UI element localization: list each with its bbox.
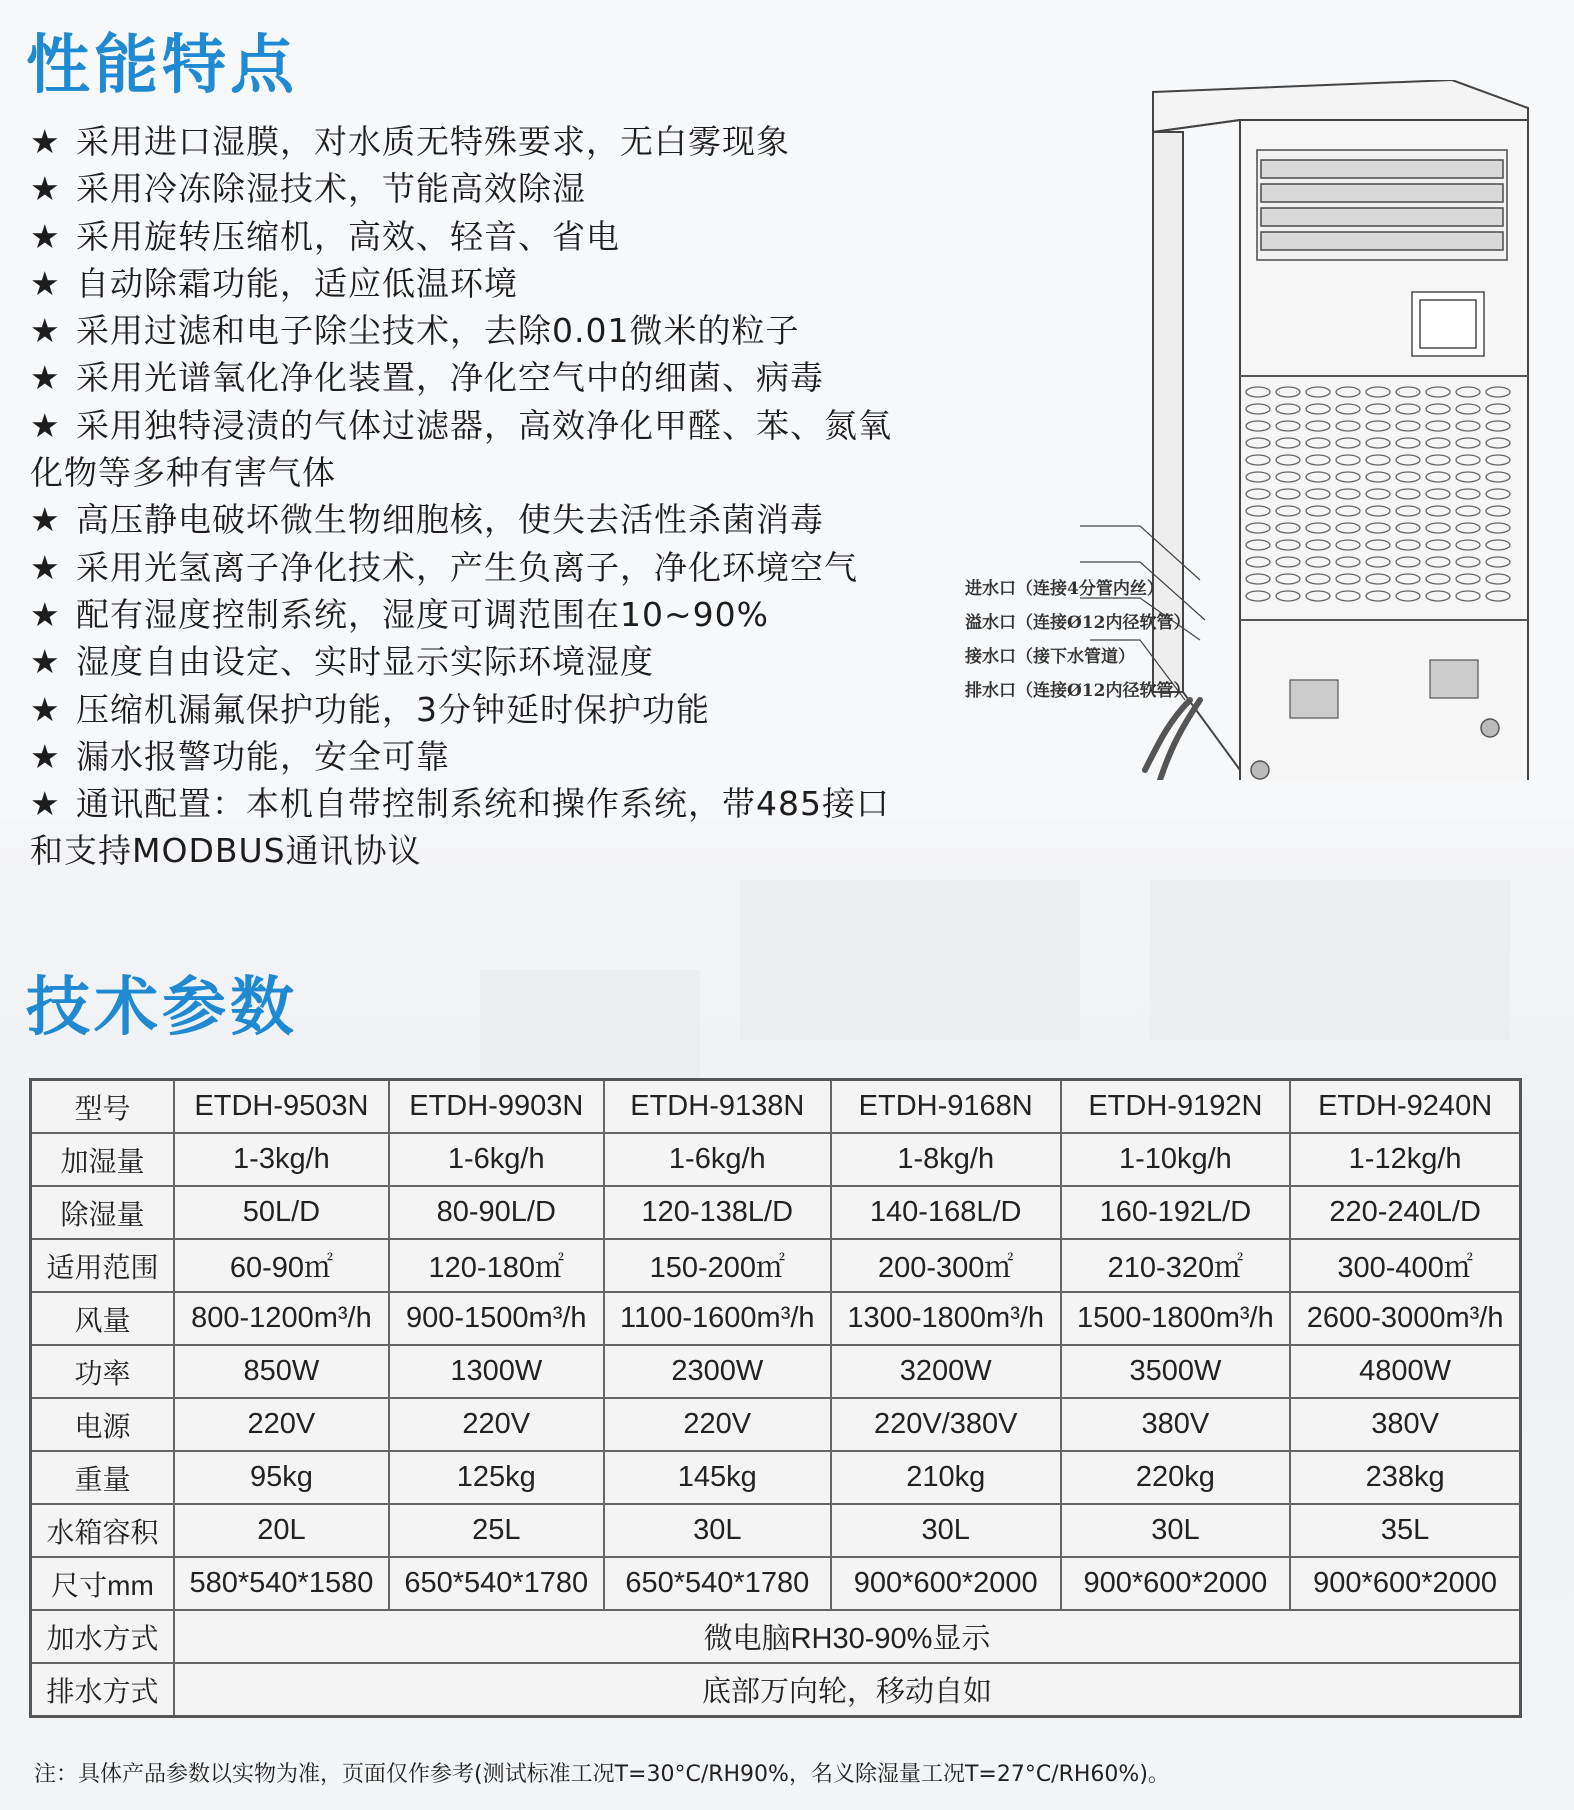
star-icon: ★	[30, 216, 61, 256]
table-cell: 1-6kg/h	[389, 1133, 604, 1186]
star-icon: ★	[30, 736, 61, 776]
table-cell: 电源	[31, 1398, 175, 1451]
feature-item: ★ 采用独特浸渍的气体过滤器，高效净化甲醛、苯、氮氧	[30, 402, 960, 449]
table-cell: 125kg	[389, 1451, 604, 1504]
feature-item: ★ 湿度自由设定、实时显示实际环境湿度	[30, 638, 960, 685]
table-cell: 排水方式	[31, 1663, 175, 1717]
table-cell: 1100-1600m³/h	[604, 1292, 831, 1345]
table-cell: 220V/380V	[831, 1398, 1061, 1451]
star-icon: ★	[30, 358, 61, 398]
table-cell: 20L	[174, 1504, 389, 1557]
feature-item: ★ 配有湿度控制系统，湿度可调范围在10~90%	[30, 591, 960, 638]
table-cell: 3500W	[1061, 1345, 1291, 1398]
feature-item: ★ 采用光谱氧化净化装置，净化空气中的细菌、病毒	[30, 354, 960, 401]
table-cell: 25L	[389, 1504, 604, 1557]
table-row	[31, 1292, 1521, 1345]
overflow-callout: 溢水口（连接Ø12内径软管）	[965, 613, 1191, 633]
star-icon: ★	[30, 405, 61, 445]
table-cell: 900*600*2000	[1061, 1557, 1291, 1610]
table-cell: 30L	[1061, 1504, 1291, 1557]
table-cell: 型号	[31, 1080, 175, 1134]
table-cell: 适用范围	[31, 1239, 175, 1292]
star-icon: ★	[30, 500, 61, 540]
star-icon: ★	[30, 263, 61, 303]
table-cell: 120-138L/D	[604, 1186, 831, 1239]
feature-item: ★ 高压静电破坏微生物细胞核，使失去活性杀菌消毒	[30, 496, 960, 543]
table-cell: 900-1500m³/h	[389, 1292, 604, 1345]
inlet-callout: 进水口（连接4分管内丝）	[965, 579, 1164, 599]
table-cell: 580*540*1580	[174, 1557, 389, 1610]
table-cell: 650*540*1780	[604, 1557, 831, 1610]
feature-item: ★ 采用过滤和电子除尘技术，去除0.01微米的粒子	[30, 307, 960, 354]
table-cell: ETDH-9192N	[1061, 1080, 1291, 1134]
table-cell: 2600-3000m³/h	[1290, 1292, 1520, 1345]
table-row-merged	[31, 1663, 1521, 1717]
table-cell: 238kg	[1290, 1451, 1520, 1504]
table-cell: 3200W	[831, 1345, 1061, 1398]
star-icon: ★	[30, 122, 61, 161]
table-cell: 1300W	[389, 1345, 604, 1398]
table-cell: 120-180㎡	[389, 1239, 604, 1292]
table-cell: 功率	[31, 1345, 175, 1398]
table-cell: 50L/D	[174, 1186, 389, 1239]
table-cell: ETDH-9903N	[389, 1080, 604, 1134]
table-cell: 140-168L/D	[831, 1186, 1061, 1239]
table-cell: 210-320㎡	[1061, 1239, 1291, 1292]
table-cell: 800-1200m³/h	[174, 1292, 389, 1345]
footnote: 注：具体产品参数以实物为准，页面仅作参考(测试标准工况T=30°C/RH90%，名义除湿量工况T=27°C/RH60%)。	[34, 1762, 1170, 1787]
star-icon: ★	[30, 169, 61, 209]
table-cell: 1-3kg/h	[174, 1133, 389, 1186]
drain-connect-callout: 接水口（接下水管道）	[965, 647, 1135, 667]
table-cell: 160-192L/D	[1061, 1186, 1291, 1239]
table-cell: 2300W	[604, 1345, 831, 1398]
table-cell: 微电脑RH30-90%显示	[174, 1610, 1521, 1663]
table-cell: 除湿量	[31, 1186, 175, 1239]
table-cell: 1500-1800m³/h	[1061, 1292, 1291, 1345]
star-icon: ★	[30, 689, 61, 729]
table-cell: 900*600*2000	[1290, 1557, 1520, 1610]
table-cell: 300-400㎡	[1290, 1239, 1520, 1292]
table-cell: 60-90㎡	[174, 1239, 389, 1292]
star-icon: ★	[30, 547, 61, 587]
table-cell: 30L	[604, 1504, 831, 1557]
table-cell: 水箱容积	[31, 1504, 175, 1557]
table-cell: 220-240L/D	[1290, 1186, 1520, 1239]
feature-item: ★ 采用旋转压缩机，高效、轻音、省电	[30, 213, 960, 260]
table-cell: 尺寸mm	[31, 1557, 175, 1610]
table-cell: 1-12kg/h	[1290, 1133, 1520, 1186]
table-cell: 风量	[31, 1292, 175, 1345]
table-cell: 加湿量	[31, 1133, 175, 1186]
feature-list	[30, 118, 960, 875]
table-row-merged	[31, 1610, 1521, 1663]
table-row	[31, 1504, 1521, 1557]
table-cell: 210kg	[831, 1451, 1061, 1504]
callout-labels	[965, 572, 1190, 708]
table-cell: 900*600*2000	[831, 1557, 1061, 1610]
feature-item: ★ 压缩机漏氟保护功能，3分钟延时保护功能	[30, 686, 960, 733]
star-icon: ★	[30, 594, 61, 634]
feature-item: ★ 漏水报警功能，安全可靠	[30, 733, 960, 780]
table-cell: 145kg	[604, 1451, 831, 1504]
table-cell: 1300-1800m³/h	[831, 1292, 1061, 1345]
table-cell: 850W	[174, 1345, 389, 1398]
table-header-row	[31, 1080, 1521, 1134]
table-row	[31, 1133, 1521, 1186]
table-cell: 220kg	[1061, 1451, 1291, 1504]
table-cell: 1-6kg/h	[604, 1133, 831, 1186]
table-cell: 650*540*1780	[389, 1557, 604, 1610]
table-row	[31, 1186, 1521, 1239]
params-title: 技术参数	[26, 971, 298, 1045]
table-cell: 150-200㎡	[604, 1239, 831, 1292]
table-cell: 35L	[1290, 1504, 1520, 1557]
spec-table	[29, 1078, 1522, 1718]
table-cell: 80-90L/D	[389, 1186, 604, 1239]
table-row	[31, 1239, 1521, 1292]
table-row	[31, 1345, 1521, 1398]
table-cell: 220V	[174, 1398, 389, 1451]
table-cell: ETDH-9240N	[1290, 1080, 1520, 1134]
feature-item: ★ 采用冷冻除湿技术，节能高效除湿	[30, 165, 960, 212]
star-icon: ★	[30, 642, 61, 682]
table-cell: 1-8kg/h	[831, 1133, 1061, 1186]
table-cell: 重量	[31, 1451, 175, 1504]
table-cell: 95kg	[174, 1451, 389, 1504]
table-cell: 220V	[389, 1398, 604, 1451]
table-cell: 加水方式	[31, 1610, 175, 1663]
star-icon: ★	[30, 784, 61, 824]
table-cell: 380V	[1290, 1398, 1520, 1451]
table-cell: 220V	[604, 1398, 831, 1451]
table-row	[31, 1451, 1521, 1504]
feature-item: ★ 自动除霜功能，适应低温环境	[30, 260, 960, 307]
table-cell: 30L	[831, 1504, 1061, 1557]
feature-item-continuation: 和支持MODBUS通讯协议	[30, 831, 422, 871]
features-title: 性能特点	[26, 29, 298, 103]
table-cell: ETDH-9168N	[831, 1080, 1061, 1134]
table-cell: 4800W	[1290, 1345, 1520, 1398]
feature-item-continuation: 化物等多种有害气体	[30, 453, 336, 493]
table-cell: 380V	[1061, 1398, 1291, 1451]
table-row	[31, 1557, 1521, 1610]
feature-item: ★ 采用光氢离子净化技术，产生负离子，净化环境空气	[30, 544, 960, 591]
table-cell: ETDH-9503N	[174, 1080, 389, 1134]
table-cell: ETDH-9138N	[604, 1080, 831, 1134]
table-row	[31, 1398, 1521, 1451]
outlet-callout: 排水口（连接Ø12内径软管）	[965, 681, 1191, 701]
star-icon: ★	[30, 311, 61, 351]
feature-item: ★ 采用进口湿膜，对水质无特殊要求，无白雾现象	[30, 118, 960, 165]
feature-item: ★ 通讯配置：本机自带控制系统和操作系统，带485接口	[30, 780, 960, 827]
table-cell: 200-300㎡	[831, 1239, 1061, 1292]
table-cell: 1-10kg/h	[1061, 1133, 1291, 1186]
table-cell: 底部万向轮，移动自如	[174, 1663, 1521, 1717]
